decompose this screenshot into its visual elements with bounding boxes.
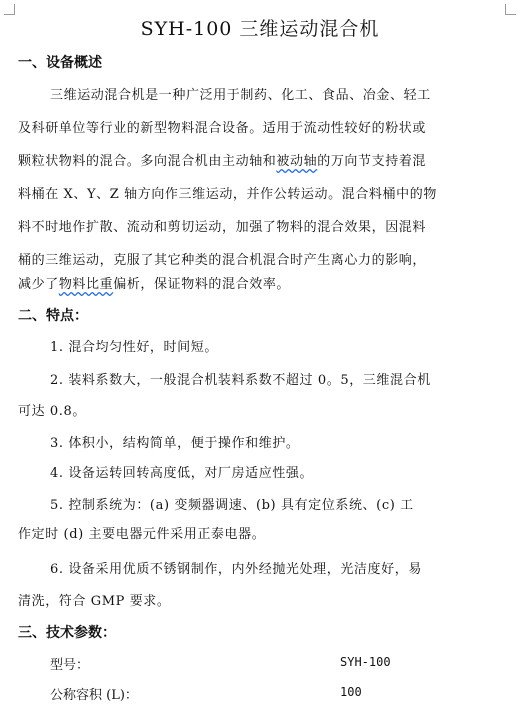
feature-item-5: 5. 控制系统为：(a) 变频器调速、(b) 具有定位系统、(c) 工 — [50, 498, 414, 513]
feature-item-3: 3. 体积小，结构简单，便于操作和维护。 — [50, 436, 300, 451]
document-title: SYH-100 三维运动混合机 — [140, 18, 380, 40]
param-value-capacity: 100 — [340, 685, 362, 699]
section-heading-specs: 三、技术参数： — [18, 625, 116, 641]
feature-item-6: 6. 设备采用优质不锈钢制作，内外经抛光处理，光洁度好，易 — [50, 562, 422, 577]
feature-item-1: 1. 混合均匀性好，时间短。 — [50, 340, 218, 355]
overview-line-7-b: 偏析，保证物料的混合效率。 — [113, 277, 291, 292]
section-heading-features: 二、特点： — [18, 308, 88, 324]
overview-line-2: 及科研单位等行业的新型物料混合设备。适用于流动性较好的粉状或 — [18, 121, 427, 136]
param-label-capacity: 公称容积 (L)： — [50, 688, 138, 703]
overview-line-1: 三维运动混合机是一种广泛用于制药、化工、食品、冶金、轻工 — [50, 88, 431, 103]
overview-specific-gravity: 物料比重 — [58, 277, 114, 292]
feature-item-4: 4. 设备运转回转高度低，对厂房适应性强。 — [50, 466, 314, 481]
overview-line-5: 料不时地作扩散、流动和剪切运动，加强了物料的混合效果，因混料 — [18, 220, 427, 235]
overview-line-4: 料桶在 X、Y、Z 轴方向作三维运动，并作公转运动。混合料桶中的物 — [18, 187, 437, 202]
overview-line-7 — [18, 273, 290, 292]
overview-passive-shaft: 被动轴 — [276, 154, 318, 169]
overview-line-3-b: 的万向节支持着混 — [317, 154, 427, 169]
param-label-model: 型号： — [50, 658, 90, 673]
feature-item-2: 2. 装料系数大，一般混合机装料系数不超过 0。5，三维混合机 — [50, 373, 431, 388]
section-heading-overview: 一、设备概述 — [18, 55, 102, 71]
feature-item-6-cont: 清洗，符合 GMP 要求。 — [18, 594, 171, 609]
feature-item-2-cont: 可达 0.8。 — [18, 404, 87, 419]
feature-item-5-cont: 作定时 (d) 主要电器元件采用正泰电器。 — [18, 527, 266, 542]
overview-line-7-a: 减少了 — [18, 277, 59, 292]
overview-line-3-a: 颗粒状物料的混合。多向混合机由主动轴和 — [18, 154, 277, 169]
param-value-model: SYH-100 — [340, 655, 391, 669]
overview-line-3 — [18, 150, 426, 169]
overview-line-6: 桶的三维运动，克服了其它种类的混合机混合时产生离心力的影响， — [18, 253, 427, 268]
